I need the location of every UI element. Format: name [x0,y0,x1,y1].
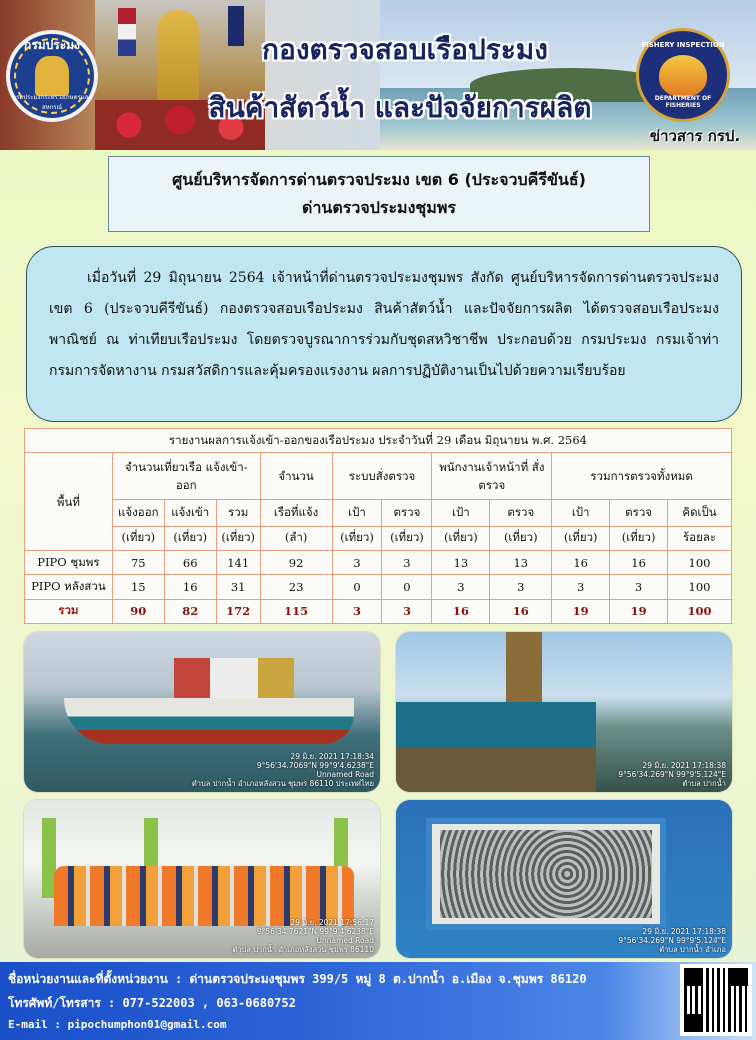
flag-icon [118,8,136,56]
cell-boats: 115 [260,599,332,623]
stamp-line: 29 มิ.ย. 2021 17:18:38 [642,927,726,936]
table-row [25,550,732,574]
cell-boats: 92 [260,550,332,574]
cell-in: 82 [164,599,216,623]
table-caption-row [25,429,732,453]
stamp-line: 9°56'34.7069"N 99°9'4.6238"E [256,761,374,770]
boat-hull [64,698,354,744]
cell-sys-target: 0 [332,575,382,599]
unit-trip: (เที่ยว) [382,526,432,550]
emblem-text: กรมประมงกระทรวงเกษตรและสหกรณ์ [12,94,92,111]
photo-fish-hold [396,800,732,958]
boat-report-table [24,428,732,624]
table-caption: รายงานผลการแจ้งเข้า-ออกของเรือประมง ประจำวันที่ 29 เดือน มิถุนายน พ.ศ. 2564 [25,429,732,453]
unit-trip: (เที่ยว) [432,526,490,550]
cell-area: รวม [25,599,113,623]
news-paragraph: เมื่อวันที่ 29 มิถุนายน 2564 เจ้าหน้าที่ด่านตรวจประมงชุมพร สังกัด ศูนย์บริหารจัดการด่านตรวจประมง เขต 6 (ประจวบคีรีขันธ์) กองตรวจสอบเรือประมง สินค้าสัตว์น้ำ และปัจจัยการผลิต ได้ตรวจสอบเรือประมงพาณิชย์ ณ ท่าเทียบเรือประมง โดยตรวจบูรณาการร่วมกับชุดสหวิชาชีพ ประกอบด้วย กรมประมง กรมเจ้าท่า กรมการจัดหางาน กรมสวัสดิการและคุ้มครองแรงงาน ผลการปฏิบัติงานเป็นไปด้วยความเรียบร้อย [26,246,742,422]
emblem-shield [659,55,707,97]
sub-inspect: ตรวจ [490,500,552,526]
office-title-box [108,156,650,232]
cell-tot-inspect: 3 [610,575,668,599]
department-of-fisheries-emblem [6,30,98,122]
cell-off-inspect: 3 [490,575,552,599]
cell-out: 15 [112,575,164,599]
photo-timestamp [192,752,374,788]
header-area: พื้นที่ [25,453,113,551]
cell-sum: 31 [216,575,260,599]
stamp-line: ตำบล ปากน้ำ อำเภอหลังสวน ชุมพร 86110 ประเทศไทย [191,779,374,788]
cell-sum: 141 [216,550,260,574]
sub-target: เป้า [332,500,382,526]
stamp-line: ตำบล ปากน้ำ [682,779,726,788]
table-subheader-row [25,500,732,526]
header-total: รวมการตรวจทั้งหมด [552,453,732,500]
cell-boats: 23 [260,575,332,599]
cell-percent: 100 [668,575,732,599]
sub-sum: รวม [216,500,260,526]
news-label: ข่าวสาร กรป. [649,127,741,145]
cell-out: 75 [112,550,164,574]
boat-post [506,632,542,702]
cell-off-target: 16 [432,599,490,623]
cell-sum: 172 [216,599,260,623]
office-title-line1: ศูนย์บริหารจัดการด่านตรวจประมง เขต 6 (ประจวบคีรีขันธ์) [172,170,586,189]
cell-sys-inspect: 3 [382,550,432,574]
sub-inspect: ตรวจ [382,500,432,526]
cell-out: 90 [112,599,164,623]
stamp-line: 29 มิ.ย. 2021 17:18:38 [642,761,726,770]
sub-inspect: ตรวจ [610,500,668,526]
banner-title-line2: สินค้าสัตว์น้ำ และปัจจัยการผลิต [208,91,592,124]
photo-crew-group [24,800,380,958]
table-total-row [25,599,732,623]
header-banner [0,0,756,150]
photo-timestamp [618,927,726,954]
boat-cabin [174,658,294,702]
unit-trip: (เที่ยว) [164,526,216,550]
unit-boat: (ลำ) [260,526,332,550]
sub-boats: เรือที่แจ้ง [260,500,332,526]
office-title-line2: ด่านตรวจประมงชุมพร [302,198,456,217]
cell-percent: 100 [668,550,732,574]
unit-trip: (เที่ยว) [552,526,610,550]
header-system: ระบบสั่งตรวจ [332,453,432,500]
cell-off-inspect: 16 [490,599,552,623]
cell-in: 16 [164,575,216,599]
stamp-line: Unnamed Road [316,936,374,945]
qr-code-icon[interactable] [680,964,752,1036]
cell-tot-inspect: 19 [610,599,668,623]
unit-trip: (เที่ยว) [490,526,552,550]
crew-in-life-vests [54,866,354,926]
sub-target: เป้า [552,500,610,526]
qr-code-pattern [684,968,748,1032]
table-units-row [25,526,732,550]
emblem-text: FISHERY INSPECTION [641,41,725,49]
table-row [25,575,732,599]
sub-target: เป้า [432,500,490,526]
unit-trip: (เที่ยว) [112,526,164,550]
footer-phone: โทรศัพท์/โทรสาร : 077-522003 , 063-0680752 [8,996,296,1010]
cell-tot-inspect: 16 [610,550,668,574]
banner-title-line1: กองตรวจสอบเรือประมง [262,33,548,66]
stamp-line: Unnamed Road [316,770,374,779]
header-count: จำนวน [260,453,332,500]
table-header-row [25,453,732,500]
stamp-line: ตำบล ปากน้ำ อำเภอ [659,945,726,954]
fishery-inspection-emblem [636,28,730,122]
footer-address: ชื่อหน่วยงานและที่ตั้งหน่วยงาน : ด่านตรวจประมงชุมพร 399/5 หมู่ 8 ต.ปากน้ำ อ.เมือง จ.ชุมพร 86120 [8,972,587,986]
sub-percent: คิดเป็น [668,500,732,526]
boat-side [396,702,596,792]
stamp-line: 9°56'34.269"N 99°9'5.124"E [618,936,726,945]
cell-percent: 100 [668,599,732,623]
cell-off-inspect: 13 [490,550,552,574]
sub-in: แจ้งเข้า [164,500,216,526]
footer-email[interactable]: E-mail : pipochumphon01@gmail.com [8,1018,227,1031]
emblem-text: DEPARTMENT OF FISHERIES [654,95,712,109]
emblem-text: กรมประมง [24,38,80,52]
stamp-line: ตำบล ปากน้ำ อำเภอหลังสวน ชุมพร 86110 [232,945,374,954]
cell-sys-inspect: 0 [382,575,432,599]
fish-catch [440,830,652,918]
header-trips: จำนวนเที่ยวเรือ แจ้งเข้า-ออก [112,453,260,500]
cell-tot-target: 19 [552,599,610,623]
unit-trip: (เที่ยว) [216,526,260,550]
unit-trip: (เที่ยว) [610,526,668,550]
photo-fishing-boats [24,632,380,792]
stamp-line: 29 มิ.ย. 2021 17:56:17 [290,918,374,927]
cell-in: 66 [164,550,216,574]
unit-percent: ร้อยละ [668,526,732,550]
cell-off-target: 3 [432,575,490,599]
stamp-line: 9°56'34.269"N 99°9'5.124"E [618,770,726,779]
stamp-line: 9°56'34.7621"N 99°9'4.6238"E [256,927,374,936]
cell-area: PIPO ชุมพร [25,550,113,574]
cell-off-target: 13 [432,550,490,574]
stamp-line: 29 มิ.ย. 2021 17:18:34 [290,752,374,761]
cell-sys-target: 3 [332,550,382,574]
photo-boat-deck [396,632,732,792]
cell-area: PIPO หลังสวน [25,575,113,599]
header-officer: พนักงานเจ้าหน้าที่ สั่งตรวจ [432,453,552,500]
photo-timestamp [618,761,726,788]
sub-out: แจ้งออก [112,500,164,526]
photo-timestamp [232,918,374,954]
cell-tot-target: 16 [552,550,610,574]
contact-footer [0,962,756,1040]
cell-sys-inspect: 3 [382,599,432,623]
unit-trip: (เที่ยว) [332,526,382,550]
cell-sys-target: 3 [332,599,382,623]
cell-tot-target: 3 [552,575,610,599]
